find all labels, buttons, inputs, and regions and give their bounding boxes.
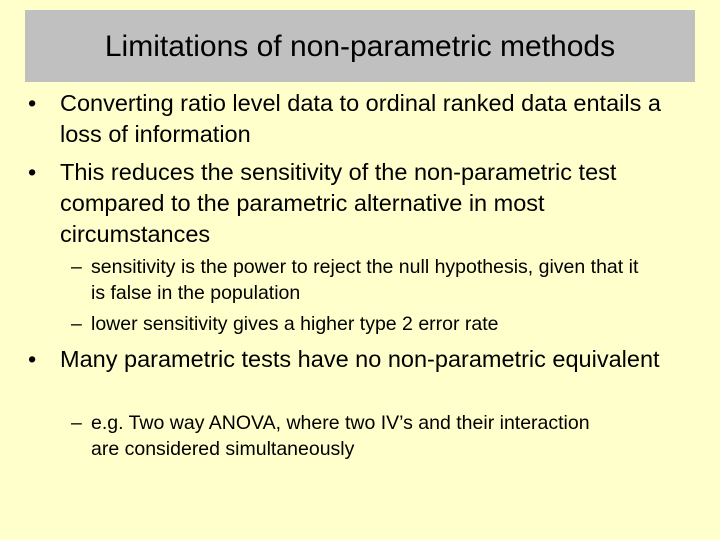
bullet-marker: •: [28, 346, 37, 372]
sub-bullet-text-2: lower sensitivity gives a higher type 2 error rate: [91, 313, 499, 335]
sub-bullet-text-3: e.g. Two way ANOVA, where two IV’s and their interaction are considered simultaneously: [91, 412, 590, 460]
bullet-marker: •: [28, 90, 37, 116]
sub-bullet-marker: –: [71, 412, 82, 434]
bullet-text-2: This reduces the sensitivity of the non-parametric test compared to the parametric alternative in most circumstances: [60, 159, 617, 247]
bullet-text-3: Many parametric tests have no non-parametric equivalent: [60, 346, 660, 372]
sub-bullet-marker: –: [71, 256, 82, 278]
slide-title: Limitations of non-parametric methods: [104, 30, 616, 63]
title-bar: [25, 10, 695, 82]
sub-bullet-marker: –: [71, 313, 82, 335]
bullet-marker: •: [28, 159, 37, 185]
bullet-text-1: Converting ratio level data to ordinal ranked data entails a loss of information: [60, 90, 661, 147]
sub-bullet-text-1: sensitivity is the power to reject the null hypothesis, given that it is false in the population: [91, 256, 639, 304]
